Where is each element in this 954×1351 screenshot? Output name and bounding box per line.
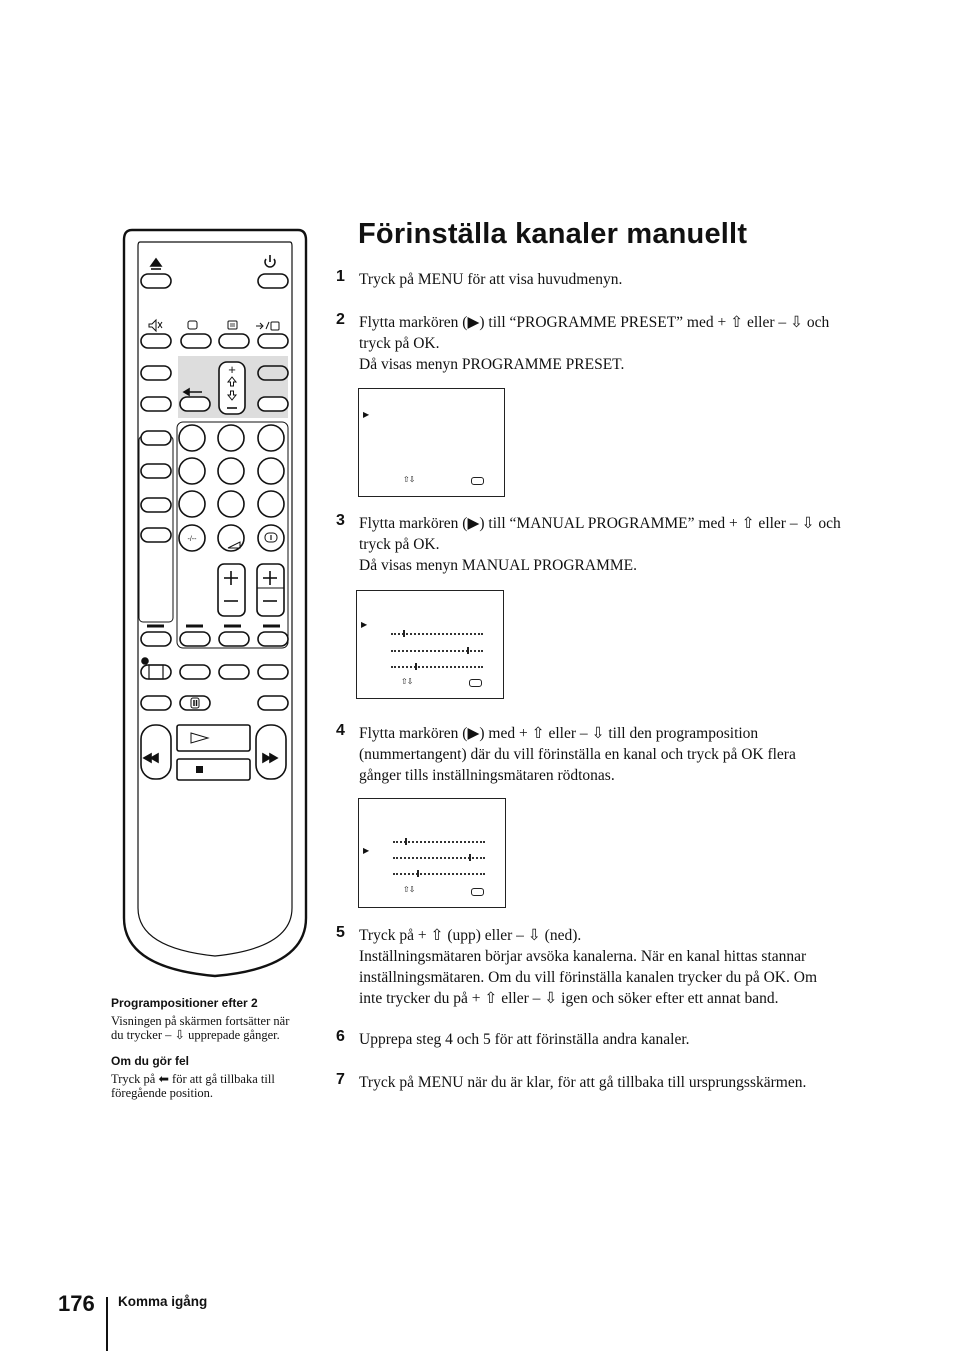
step-6 xyxy=(336,1029,896,1050)
step-4 xyxy=(336,723,896,786)
step-line: Tryck på + ⇧ (upp) eller – ⇩ (ned). xyxy=(359,927,582,944)
remote-button[interactable] xyxy=(141,498,171,512)
ok-button-icon xyxy=(469,679,482,687)
dash-label: -/-- xyxy=(187,536,197,543)
step-line: gånger tills inställningsmätaren rödtonas. xyxy=(359,767,615,784)
input-icon xyxy=(256,322,279,330)
remote-control-illustration xyxy=(120,228,310,980)
meter-marker xyxy=(415,663,417,670)
green-button[interactable] xyxy=(180,632,210,646)
note-line: du trycker – ⇩ upprepade gånger. xyxy=(111,1028,280,1042)
teletext-button[interactable] xyxy=(219,334,249,348)
step-text: Tryck på MENU när du är klar, för att gå tillbaka till ursprungsskärmen. xyxy=(359,1074,807,1091)
back-button[interactable] xyxy=(180,397,210,411)
step-3 xyxy=(336,513,896,576)
note-heading: Om du gör fel xyxy=(111,1054,189,1068)
mute-button[interactable] xyxy=(141,334,171,348)
remote-button[interactable] xyxy=(141,366,171,380)
input-button[interactable] xyxy=(258,334,288,348)
meter-marker xyxy=(405,838,407,845)
sidebar-notes xyxy=(111,996,326,1112)
step-number: 7 xyxy=(336,1071,345,1088)
ok-button-icon xyxy=(471,888,484,896)
section-name: Komma igång xyxy=(118,1294,208,1309)
remote-button[interactable] xyxy=(258,397,288,411)
remote-button[interactable] xyxy=(258,696,288,710)
eject-icon xyxy=(151,259,161,269)
step-number: 1 xyxy=(336,268,345,285)
step-number: 2 xyxy=(336,311,345,328)
plus-label: + xyxy=(228,362,236,377)
tuning-meter xyxy=(393,841,485,845)
step-text: Tryck på MENU för att visa huvudmenyn. xyxy=(359,271,623,288)
play-icon xyxy=(191,733,208,743)
stop-icon xyxy=(196,766,203,773)
power-icon xyxy=(265,255,275,267)
step-2 xyxy=(336,312,896,375)
remote-button[interactable] xyxy=(219,665,249,679)
rewind-button[interactable] xyxy=(141,725,171,779)
info-icon xyxy=(265,533,277,542)
remote-button[interactable] xyxy=(141,528,171,542)
red-button[interactable] xyxy=(141,632,171,646)
cursor-icon: ▶ xyxy=(361,620,368,629)
mute-icon xyxy=(149,320,162,331)
step-number: 6 xyxy=(336,1028,345,1045)
meter-marker xyxy=(467,647,469,654)
step-line: Då visas menyn MANUAL PROGRAMME. xyxy=(359,557,637,574)
menu-screen-tuning xyxy=(358,798,506,908)
remote-button[interactable] xyxy=(141,464,171,478)
up-down-icon: ⇧⇩ xyxy=(403,885,415,894)
menu-screen-manual-programme xyxy=(356,590,504,699)
page-number: 176 xyxy=(58,1291,95,1316)
step-number: 5 xyxy=(336,924,345,941)
tuning-meter xyxy=(391,633,483,637)
tuning-meter xyxy=(391,666,483,670)
step-line: (nummertangent) där du vill förinställa en kanal och tryck på OK flera xyxy=(359,746,796,763)
yellow-button[interactable] xyxy=(219,632,249,646)
note-body xyxy=(111,1072,326,1100)
remote-button[interactable] xyxy=(141,431,171,445)
note-line: Tryck på ⬅ för att gå tillbaka till xyxy=(111,1072,275,1086)
meter-marker xyxy=(469,854,471,861)
volume-icon xyxy=(228,542,240,548)
play-button[interactable] xyxy=(177,725,250,751)
power-button[interactable] xyxy=(258,274,288,288)
footer-divider xyxy=(106,1297,108,1351)
note-body xyxy=(111,1014,326,1042)
step-line: Flytta markören (▶) till “MANUAL PROGRAMME” med + ⇧ eller – ⇩ och xyxy=(359,515,841,532)
pause-icon xyxy=(191,698,199,708)
remote-button[interactable] xyxy=(141,397,171,411)
fast-forward-icon xyxy=(263,754,277,762)
tuning-meter xyxy=(391,650,483,654)
tuning-meter xyxy=(393,857,485,861)
step-7 xyxy=(336,1072,896,1093)
cursor-icon: ▶ xyxy=(363,410,370,419)
note-line: Visningen på skärmen fortsätter när xyxy=(111,1014,290,1028)
step-text: Upprepa steg 4 och 5 för att förinställa andra kanaler. xyxy=(359,1031,690,1048)
note-heading: Programpositioner efter 2 xyxy=(111,996,258,1010)
step-line: Flytta markören (▶) till “PROGRAMME PRESET” med + ⇧ eller – ⇩ och xyxy=(359,314,830,331)
eject-button[interactable] xyxy=(141,274,171,288)
page-title: Förinställa kanaler manuellt xyxy=(358,218,748,250)
step-line: Flytta markören (▶) med + ⇧ eller – ⇩ till den programposition xyxy=(359,725,759,742)
display-button[interactable] xyxy=(181,334,211,348)
step-5 xyxy=(336,925,896,1009)
step-line: inställningsmätaren. Om du vill förinställa kanalen trycker du på OK. Om xyxy=(359,969,817,986)
step-line: tryck på OK. xyxy=(359,335,440,352)
remote-button[interactable] xyxy=(141,696,171,710)
fast-forward-button[interactable] xyxy=(256,725,286,779)
record-button[interactable] xyxy=(141,665,171,679)
ok-button-icon xyxy=(471,477,484,485)
screen-icon xyxy=(188,321,197,329)
step-line: tryck på OK. xyxy=(359,536,440,553)
record-dot-icon xyxy=(142,658,148,664)
rewind-icon xyxy=(144,754,158,762)
up-down-icon: ⇧⇩ xyxy=(401,677,413,686)
up-down-icon: ⇧⇩ xyxy=(403,475,415,484)
cursor-icon: ▶ xyxy=(363,846,370,855)
meter-marker xyxy=(403,630,405,637)
step-number: 4 xyxy=(336,722,345,739)
tuning-meter xyxy=(393,873,485,877)
stop-button[interactable] xyxy=(177,759,250,780)
menu-screen-programme-preset xyxy=(358,388,505,497)
note-line: föregående position. xyxy=(111,1086,214,1100)
remote-button[interactable] xyxy=(180,665,210,679)
step-1 xyxy=(336,269,896,290)
step-line: inte trycker du på + ⇧ eller – ⇩ igen och söker efter ett annat band. xyxy=(359,990,779,1007)
blue-button[interactable] xyxy=(258,632,288,646)
step-line: Inställningsmätaren börjar avsöka kanalerna. När en kanal hittas stannar xyxy=(359,948,807,965)
teletext-icon xyxy=(228,321,237,329)
step-number: 3 xyxy=(336,512,345,529)
meter-marker xyxy=(417,870,419,877)
remote-button[interactable] xyxy=(258,665,288,679)
step-line: Då visas menyn PROGRAMME PRESET. xyxy=(359,356,625,373)
